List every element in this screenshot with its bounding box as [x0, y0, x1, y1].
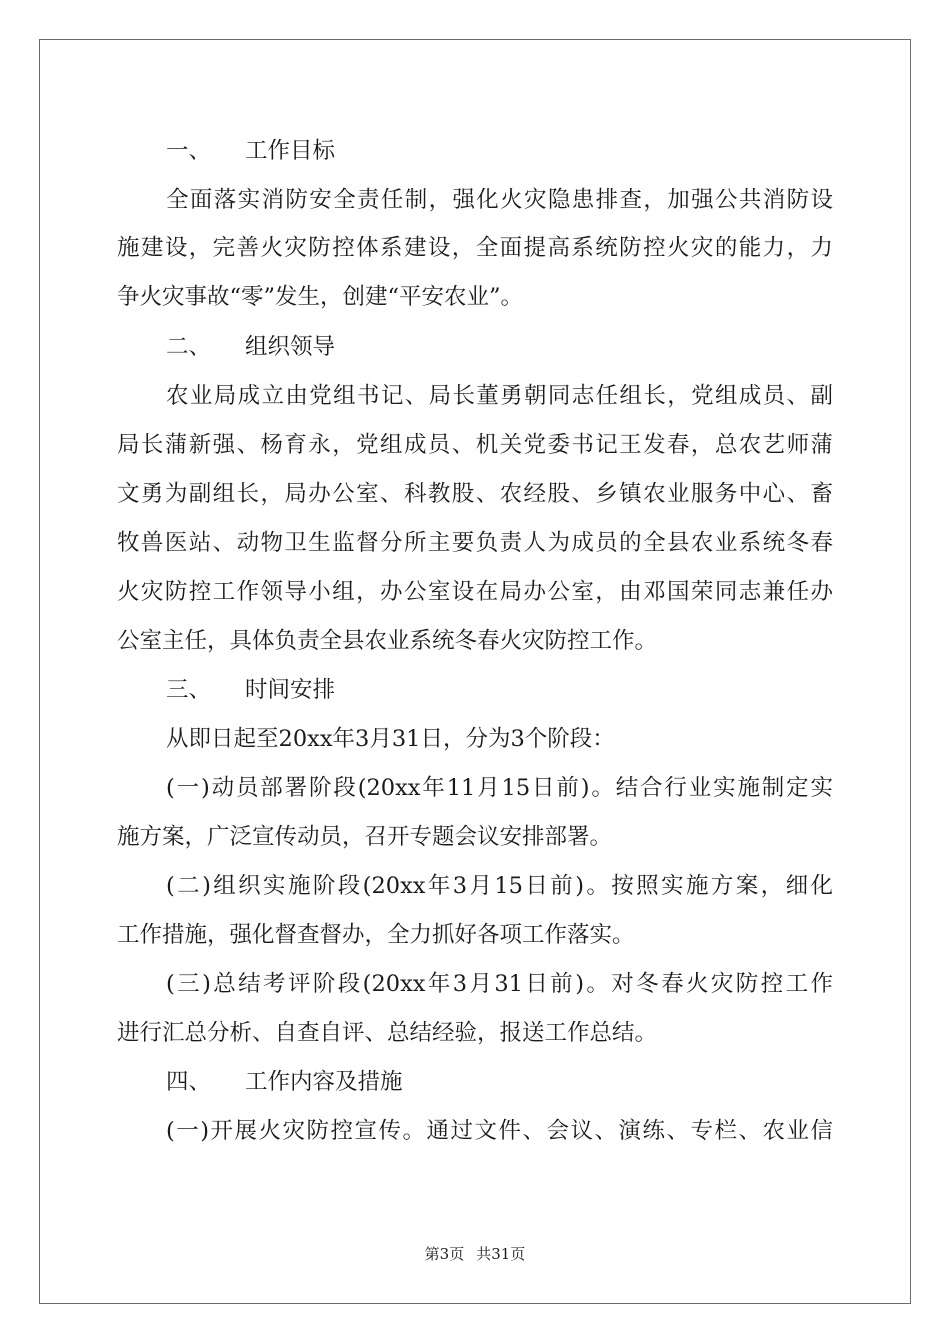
paragraph-line: 施建设，完善火灾防控体系建设，全面提高系统防控火灾的能力，力 — [117, 235, 833, 261]
page-number: 第3页 — [424, 1245, 465, 1263]
heading-title: 工作目标 — [245, 138, 336, 164]
paragraph-line: 全面落实消防安全责任制，强化火灾隐患排查，加强公共消防设 — [166, 187, 833, 213]
paragraph-line: (三)总结考评阶段(20xx年3月31日前)。对冬春火灾防控工作 — [166, 971, 833, 997]
heading-number: 三、 — [166, 677, 212, 703]
paragraph-line: 公室主任，具体负责全县农业系统冬春火灾防控工作。 — [117, 628, 658, 654]
paragraph-line: 局长蒲新强、杨育永，党组成员、机关党委书记王发春，总农艺师蒲 — [117, 432, 833, 458]
paragraph-line: 工作措施，强化督查督办，全力抓好各项工作落实。 — [117, 922, 635, 948]
heading-title: 时间安排 — [245, 677, 336, 703]
heading-number: 二、 — [166, 334, 212, 360]
section-heading-4 — [166, 1067, 403, 1097]
paragraph-line: 进行汇总分析、自查自评、总结经验，报送工作总结。 — [117, 1020, 658, 1046]
section-heading-3 — [166, 675, 335, 705]
heading-number: 四、 — [166, 1069, 212, 1095]
heading-title: 组织领导 — [245, 334, 336, 360]
paragraph-line: (二)组织实施阶段(20xx年3月15日前)。按照实施方案，细化 — [166, 873, 833, 899]
page-border — [39, 39, 911, 1304]
paragraph-line: 争火灾事故“零”发生，创建“平安农业”。 — [117, 284, 524, 310]
paragraph-line: 火灾防控工作领导小组，办公室设在局办公室，由邓国荣同志兼任办 — [117, 579, 833, 605]
paragraph-line: 从即日起至20xx年3月31日，分为3个阶段： — [166, 726, 615, 752]
paragraph-line: (一)开展火灾防控宣传。通过文件、会议、演练、专栏、农业信 — [166, 1118, 833, 1144]
page-total: 共31页 — [476, 1245, 526, 1263]
paragraph-line: 农业局成立由党组书记、局长董勇朝同志任组长，党组成员、副 — [166, 383, 833, 409]
section-heading-2 — [166, 332, 335, 362]
section-heading-1 — [166, 136, 335, 166]
paragraph-line: (一)动员部署阶段(20xx年11月15日前)。结合行业实施制定实 — [166, 775, 833, 801]
heading-title: 工作内容及措施 — [245, 1069, 403, 1095]
heading-number: 一、 — [166, 138, 212, 164]
paragraph-line: 牧兽医站、动物卫生监督分所主要负责人为成员的全县农业系统冬春 — [117, 530, 833, 556]
paragraph-line: 文勇为副组长，局办公室、科教股、农经股、乡镇农业服务中心、畜 — [117, 481, 833, 507]
paragraph-line: 施方案，广泛宣传动员，召开专题会议安排部署。 — [117, 824, 613, 850]
page-footer — [0, 1244, 950, 1264]
